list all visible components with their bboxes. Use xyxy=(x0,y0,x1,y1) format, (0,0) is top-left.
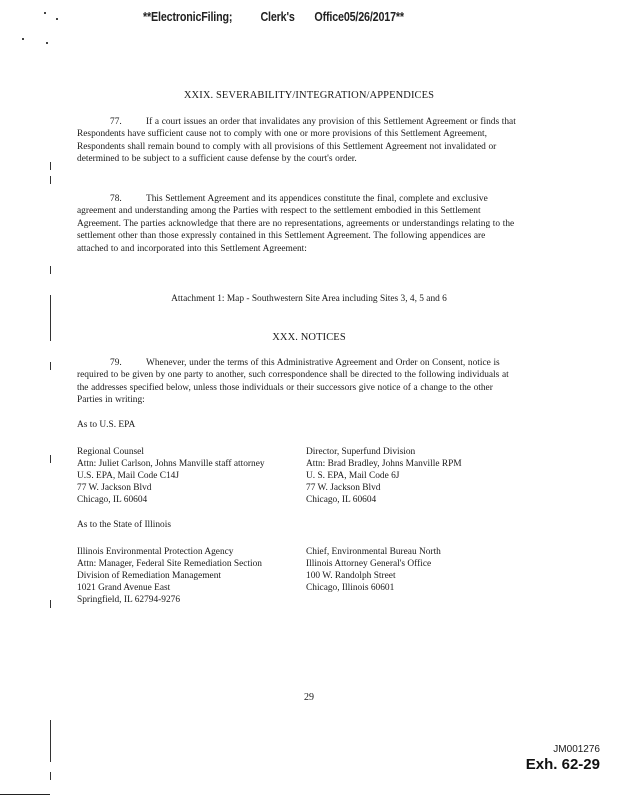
address-line: 77 W. Jackson Blvd xyxy=(306,483,381,493)
margin-mark xyxy=(50,362,51,370)
paragraph-number: 77. xyxy=(110,117,122,127)
paragraph-number: 78. xyxy=(110,194,122,204)
address-line: 1021 Grand Avenue East xyxy=(77,583,171,593)
paragraph-text: This Settlement Agreement and its appendices constitute the final, complete and exclusive agreement and understanding among the Parties with respect to the settlement embodied in this Settlement Agreement. The parties acknowledge that there are no representations, agreements or understandings relating to the settlement other than those expressly contained in this Settlement Agreement. The following appendices are attached to and incorporated into this Settlement Agreement: xyxy=(77,194,515,254)
margin-mark xyxy=(50,720,51,762)
scan-artifact xyxy=(46,42,48,44)
margin-mark xyxy=(50,176,51,184)
address-line: Attn: Juliet Carlson, Johns Manville staff attorney xyxy=(77,459,265,469)
address-line: Attn: Brad Bradley, Johns Manville RPM xyxy=(306,459,462,469)
margin-mark xyxy=(50,266,51,274)
bates-number: JM001276 xyxy=(553,744,600,755)
section-title-severability: XXIX. SEVERABILITY/INTEGRATION/APPENDICES xyxy=(183,90,435,101)
illinois-heading: As to the State of Illinois xyxy=(77,520,172,530)
paragraph-number: 79. xyxy=(110,358,122,368)
paragraph-79 xyxy=(77,357,517,407)
filing-stamp: **ElectronicFiling; Clerk's Office05/26/2017** xyxy=(143,10,404,24)
section-title-notices: XXX. NOTICES xyxy=(272,332,346,343)
margin-mark xyxy=(50,455,51,463)
address-line: U. S. EPA, Mail Code 6J xyxy=(306,471,400,481)
epa-address-left xyxy=(77,446,265,506)
address-line: Springfield, IL 62794-9276 xyxy=(77,595,181,605)
illinois-address-left xyxy=(77,546,262,606)
margin-mark xyxy=(50,772,51,780)
paragraph-text: Whenever, under the terms of this Administrative Agreement and Order on Consent, notice is required to be given by one party to another, such correspondence shall be directed to the following individuals at the addresses specified below, unless those individuals or their successors give notice of a change to the other Parties in writing: xyxy=(77,358,509,406)
address-line: Chicago, IL 60604 xyxy=(77,495,148,505)
address-line: Director, Superfund Division xyxy=(306,447,416,457)
epa-address-right xyxy=(306,446,462,506)
address-line: Chicago, Illinois 60601 xyxy=(306,583,395,593)
address-line: Regional Counsel xyxy=(77,447,144,457)
address-line: 77 W. Jackson Blvd xyxy=(77,483,152,493)
epa-heading: As to U.S. EPA xyxy=(77,420,136,430)
margin-mark xyxy=(50,162,51,170)
bottom-rule xyxy=(0,794,50,795)
exhibit-label: Exh. 62-29 xyxy=(525,756,600,773)
scan-artifact xyxy=(56,18,58,20)
address-line: Illinois Environmental Protection Agency xyxy=(77,547,234,557)
paragraph-78 xyxy=(77,193,517,255)
address-line: Illinois Attorney General's Office xyxy=(306,559,432,569)
margin-mark xyxy=(50,600,51,608)
address-line: Attn: Manager, Federal Site Remediation Section xyxy=(77,559,262,569)
scan-artifact xyxy=(22,38,24,40)
address-line: 100 W. Randolph Street xyxy=(306,571,396,581)
attachment-line: Attachment 1: Map - Southwestern Site Area including Sites 3, 4, 5 and 6 xyxy=(171,294,447,304)
address-line: Division of Remediation Management xyxy=(77,571,221,581)
address-line: U.S. EPA, Mail Code C14J xyxy=(77,471,180,481)
address-line: Chief, Environmental Bureau North xyxy=(306,547,441,557)
address-line: Chicago, IL 60604 xyxy=(306,495,377,505)
illinois-address-right xyxy=(306,546,441,594)
scan-artifact xyxy=(44,12,46,14)
paragraph-text: If a court issues an order that invalidates any provision of this Settlement Agreement or finds that Respondents have sufficient cause not to comply with one or more provisions of this Settlement Agreement, Respondents shall remain bound to comply with all provisions of this Settlement Agreement not invalidated or determined to be subject to a sufficient cause defense by the court's order. xyxy=(77,117,516,165)
paragraph-77 xyxy=(77,116,517,166)
page-number: 29 xyxy=(304,692,314,703)
